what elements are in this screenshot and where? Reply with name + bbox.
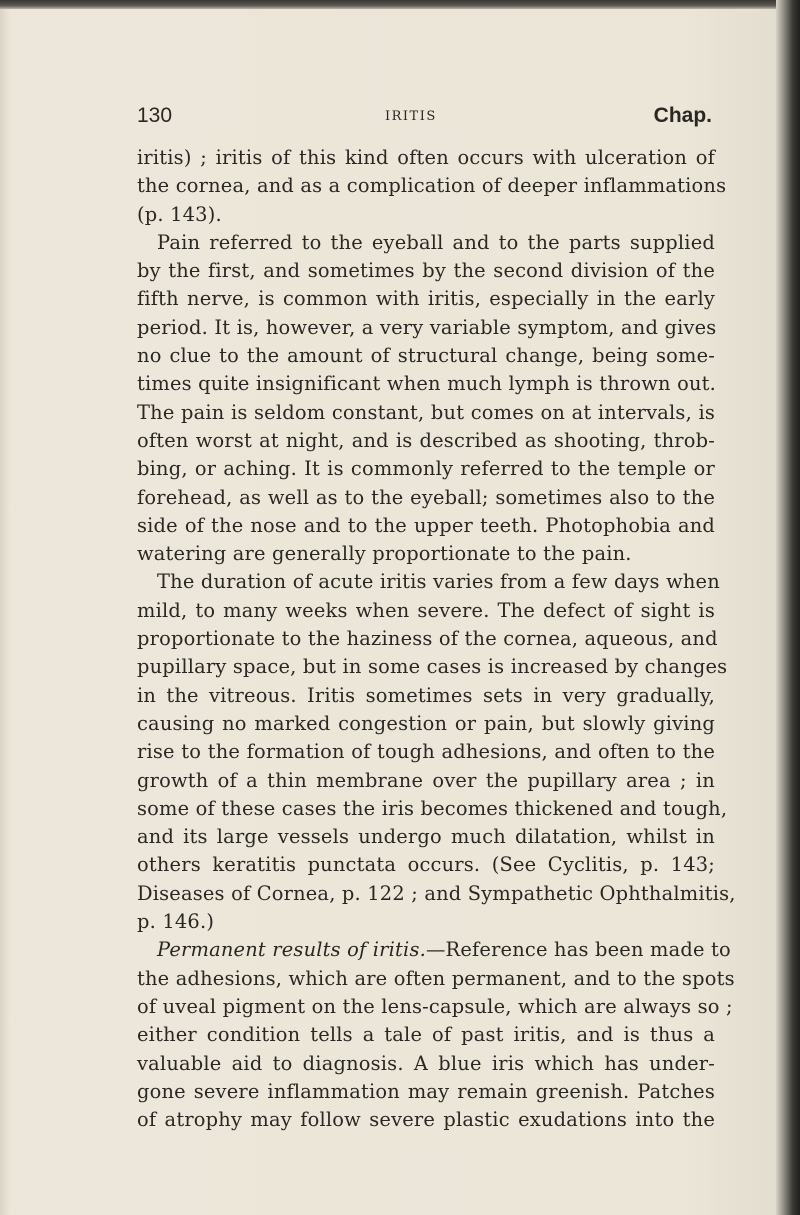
text-line: (p. 143). bbox=[137, 202, 222, 226]
paragraph-permanent-results bbox=[137, 936, 735, 1134]
text-line: Diseases of Cornea, p. 122 ; and Sympathetic Ophthalmitis, bbox=[137, 881, 736, 905]
page-left-shadow bbox=[0, 0, 10, 1215]
page-top-edge bbox=[0, 0, 800, 9]
text-line: rise to the formation of tough adhesions, and often to the bbox=[137, 740, 715, 764]
text-line: Pain referred to the eyeball and to the parts supplied bbox=[157, 230, 715, 254]
page-number: 130 bbox=[137, 104, 173, 127]
text-line: bing, or aching. It is commonly referred to the temple or bbox=[137, 457, 715, 481]
text-line: in the vitreous. Iritis sometimes sets in very gradually, bbox=[137, 683, 715, 707]
text-line: The pain is seldom constant, but comes on at intervals, is bbox=[137, 400, 715, 424]
paragraph-continuation bbox=[137, 144, 727, 229]
text-line: of uveal pigment on the lens-capsule, which are always so ; bbox=[137, 994, 733, 1018]
text-line: causing no marked congestion or pain, but slowly giving bbox=[137, 711, 715, 735]
text-line: growth of a thin membrane over the pupillary area ; in bbox=[137, 768, 715, 792]
text-line: iritis) ; iritis of this kind often occurs with ulceration of bbox=[137, 146, 715, 169]
text-line: times quite insignificant when much lymph is thrown out. bbox=[137, 372, 717, 396]
text-line: watering are generally proportionate to the pain. bbox=[137, 542, 632, 566]
page-header bbox=[137, 104, 712, 140]
text-line: no clue to the amount of structural change, being some- bbox=[137, 344, 715, 368]
text-line: others keratitis punctata occurs. (See Cyclitis, p. 143; bbox=[137, 853, 715, 877]
text-line: fifth nerve, is common with iritis, especially in the early bbox=[137, 287, 715, 311]
running-title: IRITIS bbox=[385, 109, 437, 124]
body-text bbox=[137, 144, 736, 1134]
text-line: of atrophy may follow severe plastic exudations into the bbox=[137, 1108, 715, 1132]
text-line: some of these cases the iris becomes thickened and tough, bbox=[137, 796, 728, 820]
text-line: p. 146.) bbox=[137, 910, 215, 934]
text-line: the cornea, and as a complication of deeper inflammations bbox=[137, 174, 727, 198]
text-line: valuable aid to diagnosis. A blue iris which has under- bbox=[137, 1051, 715, 1075]
text-line: the adhesions, which are often permanent, and to the spots bbox=[137, 966, 735, 990]
book-spine-edge bbox=[776, 0, 800, 1215]
text-line: The duration of acute iritis varies from a few days when bbox=[157, 570, 720, 594]
text-line: gone severe inflammation may remain greenish. Patches bbox=[137, 1079, 715, 1103]
paragraph-duration bbox=[137, 568, 736, 936]
text-line: proportionate to the haziness of the cornea, aqueous, and bbox=[137, 627, 718, 651]
text-line: period. It is, however, a very variable symptom, and gives bbox=[137, 315, 717, 339]
text-line: either condition tells a tale of past iritis, and is thus a bbox=[137, 1023, 715, 1047]
text-line: mild, to many weeks when severe. The defect of sight is bbox=[137, 598, 715, 622]
paragraph-pain bbox=[137, 229, 715, 569]
heading-continuation: —Reference has been made to bbox=[425, 938, 731, 962]
text-line: forehead, as well as to the eyeball; sometimes also to the bbox=[137, 485, 715, 509]
section-heading-italic: Permanent results of iritis. bbox=[157, 938, 426, 962]
text-line: and its large vessels undergo much dilatation, whilst in bbox=[137, 825, 715, 849]
text-line: by the first, and sometimes by the second division of the bbox=[137, 259, 715, 283]
text-line bbox=[137, 936, 731, 964]
text-line: often worst at night, and is described as shooting, throb- bbox=[137, 428, 715, 452]
text-line: side of the nose and to the upper teeth. Photophobia and bbox=[137, 513, 715, 537]
chapter-label: Chap. bbox=[653, 104, 712, 127]
text-line: pupillary space, but in some cases is increased by changes bbox=[137, 655, 728, 679]
